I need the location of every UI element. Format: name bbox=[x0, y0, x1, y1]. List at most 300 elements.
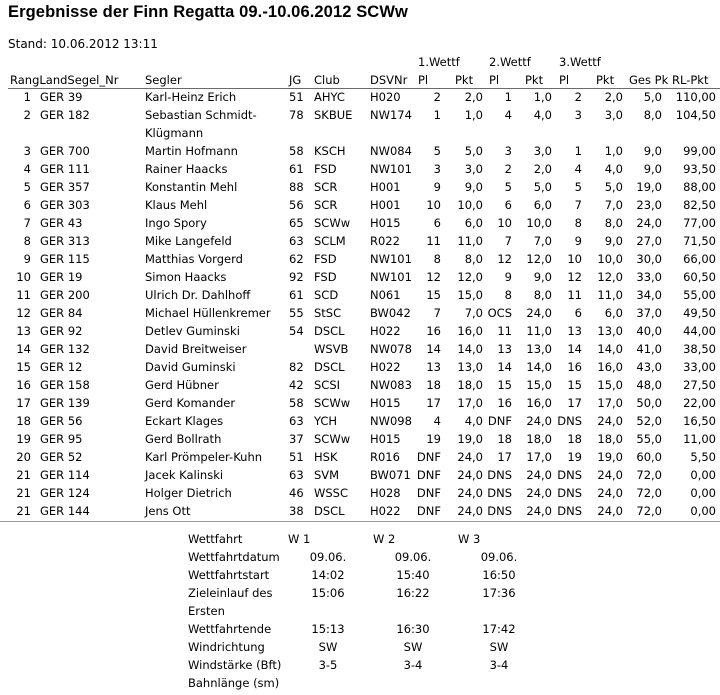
race3-pl-cell: 1 bbox=[574, 144, 582, 158]
race3-pl-cell: DNS bbox=[557, 486, 582, 500]
race2-pl-cell: 1 bbox=[504, 90, 512, 104]
club-cell: FSD bbox=[314, 252, 337, 266]
jg-cell: 78 bbox=[289, 108, 304, 122]
segler-cell: Gerd Bollrath bbox=[145, 432, 222, 446]
race3-pl-cell: 10 bbox=[567, 252, 582, 266]
race1-pl-cell: 10 bbox=[426, 198, 441, 212]
ges-pk-cell: 34,0 bbox=[636, 288, 662, 302]
race2-pl-cell: 9 bbox=[504, 270, 512, 284]
race1-pkt-cell: 5,0 bbox=[464, 144, 483, 158]
race3-pl-cell: 19 bbox=[567, 450, 582, 464]
segel-nr-cell: GER 92 bbox=[40, 324, 83, 338]
ges-pk-cell: 43,0 bbox=[636, 360, 662, 374]
dsvnr-cell: N061 bbox=[370, 288, 401, 302]
segel-nr-cell: GER 115 bbox=[40, 252, 90, 266]
race1-pkt-cell: 2,0 bbox=[464, 90, 483, 104]
dsvnr-cell: NW083 bbox=[370, 378, 412, 392]
wettfahrt-value: 15:13 bbox=[311, 622, 345, 636]
segler-cell: Mike Langefeld bbox=[145, 234, 232, 248]
segler-cell: David Breitweiser bbox=[145, 342, 247, 356]
rang-cell: 21 bbox=[16, 486, 31, 500]
race3-pl-cell: 8 bbox=[574, 216, 582, 230]
segel-nr-cell: GER 12 bbox=[40, 360, 83, 374]
race3-pkt-cell: 6,0 bbox=[604, 306, 623, 320]
segler-cell: Ulrich Dr. Dahlhoff bbox=[145, 288, 251, 302]
race2-pkt-cell: 5,0 bbox=[533, 180, 552, 194]
column-header-pl-3: Pl bbox=[559, 73, 570, 87]
ges-pk-cell: 41,0 bbox=[636, 342, 662, 356]
rl-pkt-cell: 60,50 bbox=[683, 270, 716, 284]
race2-pl-cell: 6 bbox=[504, 198, 512, 212]
race2-pl-cell: 15 bbox=[497, 378, 512, 392]
race2-pkt-cell: 15,0 bbox=[526, 378, 552, 392]
segel-nr-cell: GER 56 bbox=[40, 414, 83, 428]
column-header-rl-pkt: RL-Pkt bbox=[672, 73, 709, 87]
race2-pl-cell: 3 bbox=[504, 144, 512, 158]
race1-pkt-cell: 19,0 bbox=[457, 432, 483, 446]
rl-pkt-cell: 44,00 bbox=[683, 324, 716, 338]
rl-pkt-cell: 66,00 bbox=[683, 252, 716, 266]
rang-cell: 2 bbox=[23, 108, 31, 122]
jg-cell: 56 bbox=[289, 198, 304, 212]
race3-pkt-cell: 5,0 bbox=[604, 180, 623, 194]
race2-pl-cell: DNS bbox=[487, 468, 512, 482]
dsvnr-cell: NW101 bbox=[370, 270, 412, 284]
column-header-pkt-3: Pkt bbox=[596, 73, 615, 87]
column-header-club: Club bbox=[314, 73, 340, 87]
race3-pl-cell: DNS bbox=[557, 414, 582, 428]
race3-pkt-cell: 13,0 bbox=[597, 324, 623, 338]
ges-pk-cell: 19,0 bbox=[636, 180, 662, 194]
ges-pk-cell: 9,0 bbox=[643, 162, 662, 176]
race2-pkt-cell: 24,0 bbox=[526, 414, 552, 428]
segler-cell: Karl Prömpeler-Kuhn bbox=[145, 450, 263, 464]
race2-pkt-cell: 2,0 bbox=[533, 162, 552, 176]
jg-cell: 92 bbox=[289, 270, 304, 284]
race2-pkt-cell: 16,0 bbox=[526, 396, 552, 410]
race3-pl-cell: 18 bbox=[567, 432, 582, 446]
rl-pkt-cell: 110,00 bbox=[675, 90, 716, 104]
wettfahrt-row-label: Wettfahrtstart bbox=[188, 568, 270, 582]
ges-pk-cell: 8,0 bbox=[643, 108, 662, 122]
race2-pl-cell: 11 bbox=[497, 324, 512, 338]
dsvnr-cell: H022 bbox=[370, 504, 401, 518]
race1-pkt-cell: 9,0 bbox=[464, 180, 483, 194]
race2-pl-cell: 5 bbox=[504, 180, 512, 194]
race2-pkt-cell: 24,0 bbox=[526, 486, 552, 500]
race3-pkt-cell: 24,0 bbox=[597, 414, 623, 428]
dsvnr-cell: R016 bbox=[370, 450, 400, 464]
ges-pk-cell: 60,0 bbox=[636, 450, 662, 464]
race3-pl-cell: 16 bbox=[567, 360, 582, 374]
race2-pkt-cell: 10,0 bbox=[526, 216, 552, 230]
race2-pkt-cell: 1,0 bbox=[533, 90, 552, 104]
race1-pl-cell: 13 bbox=[426, 360, 441, 374]
wettfahrt-value: 17:36 bbox=[482, 586, 516, 600]
rang-cell: 21 bbox=[16, 468, 31, 482]
ges-pk-cell: 72,0 bbox=[636, 468, 662, 482]
race3-pkt-cell: 1,0 bbox=[604, 144, 623, 158]
race-header-3: 3.Wettf bbox=[559, 55, 601, 69]
race3-pkt-cell: 12,0 bbox=[597, 270, 623, 284]
rang-cell: 18 bbox=[16, 414, 31, 428]
rl-pkt-cell: 104,50 bbox=[675, 108, 716, 122]
race3-pl-cell: 17 bbox=[567, 396, 582, 410]
wettfahrt-value: 16:30 bbox=[396, 622, 430, 636]
rang-cell: 3 bbox=[23, 144, 31, 158]
race2-pkt-cell: 13,0 bbox=[526, 342, 552, 356]
rl-pkt-cell: 33,00 bbox=[683, 360, 716, 374]
segler-cell: Jens Ott bbox=[145, 504, 191, 518]
rl-pkt-cell: 16,50 bbox=[683, 414, 716, 428]
wettfahrt-value: 09.06. bbox=[394, 550, 432, 564]
ges-pk-cell: 5,0 bbox=[643, 90, 662, 104]
race3-pkt-cell: 17,0 bbox=[597, 396, 623, 410]
wettfahrt-race-2: W 2 bbox=[373, 532, 396, 546]
wettfahrt-value: 15:06 bbox=[311, 586, 345, 600]
wettfahrt-value: 17:42 bbox=[482, 622, 516, 636]
race2-pl-cell: 16 bbox=[497, 396, 512, 410]
dsvnr-cell: NW101 bbox=[370, 162, 412, 176]
race3-pkt-cell: 24,0 bbox=[597, 486, 623, 500]
club-cell: SCWw bbox=[314, 216, 351, 230]
wettfahrt-value: 14:02 bbox=[311, 568, 345, 582]
race-header-2: 2.Wettf bbox=[489, 55, 531, 69]
segel-nr-cell: GER 39 bbox=[40, 90, 83, 104]
race2-pkt-cell: 18,0 bbox=[526, 432, 552, 446]
club-cell: SCR bbox=[314, 180, 338, 194]
jg-cell: 63 bbox=[289, 468, 304, 482]
dsvnr-cell: BW071 bbox=[370, 468, 411, 482]
wettfahrt-value: SW bbox=[403, 640, 423, 654]
jg-cell: 46 bbox=[289, 486, 304, 500]
dsvnr-cell: H015 bbox=[370, 216, 401, 230]
dsvnr-cell: NW101 bbox=[370, 252, 412, 266]
rang-cell: 9 bbox=[23, 252, 31, 266]
club-cell: DSCL bbox=[314, 324, 345, 338]
race1-pl-cell: 17 bbox=[426, 396, 441, 410]
club-cell: SVM bbox=[314, 468, 340, 482]
race-header-1: 1.Wettf bbox=[418, 55, 460, 69]
segel-nr-cell: GER 19 bbox=[40, 270, 83, 284]
race2-pl-cell: 2 bbox=[504, 162, 512, 176]
segler-cell: Ingo Spory bbox=[145, 216, 207, 230]
club-cell: FSD bbox=[314, 162, 337, 176]
segler-cell: Simon Haacks bbox=[145, 270, 227, 284]
race3-pl-cell: 15 bbox=[567, 378, 582, 392]
race3-pkt-cell: 18,0 bbox=[597, 432, 623, 446]
wettfahrt-value: 15:40 bbox=[396, 568, 430, 582]
race1-pkt-cell: 7,0 bbox=[464, 306, 483, 320]
race3-pl-cell: 14 bbox=[567, 342, 582, 356]
race2-pkt-cell: 14,0 bbox=[526, 360, 552, 374]
rl-pkt-cell: 82,50 bbox=[683, 198, 716, 212]
club-cell: SCD bbox=[314, 288, 339, 302]
club-cell: SCSI bbox=[314, 378, 341, 392]
column-header-pkt-1: Pkt bbox=[455, 73, 474, 87]
ges-pk-cell: 72,0 bbox=[636, 486, 662, 500]
rang-cell: 11 bbox=[16, 288, 31, 302]
race1-pl-cell: DNF bbox=[416, 486, 441, 500]
rl-pkt-cell: 71,50 bbox=[683, 234, 716, 248]
race3-pl-cell: 12 bbox=[567, 270, 582, 284]
race2-pkt-cell: 8,0 bbox=[533, 288, 552, 302]
club-cell: SCLM bbox=[314, 234, 346, 248]
dsvnr-cell: H028 bbox=[370, 486, 401, 500]
ges-pk-cell: 48,0 bbox=[636, 378, 662, 392]
race1-pl-cell: 18 bbox=[426, 378, 441, 392]
race1-pkt-cell: 24,0 bbox=[457, 468, 483, 482]
rang-cell: 16 bbox=[16, 378, 31, 392]
race2-pkt-cell: 12,0 bbox=[526, 252, 552, 266]
rang-cell: 19 bbox=[16, 432, 31, 446]
rl-pkt-cell: 0,00 bbox=[690, 468, 716, 482]
segler-cell: Sebastian Schmidt- bbox=[145, 108, 257, 122]
race2-pkt-cell: 7,0 bbox=[533, 234, 552, 248]
segel-nr-cell: GER 52 bbox=[40, 450, 83, 464]
rl-pkt-cell: 11,00 bbox=[683, 432, 716, 446]
rl-pkt-cell: 77,00 bbox=[683, 216, 716, 230]
ges-pk-cell: 23,0 bbox=[636, 198, 662, 212]
race2-pl-cell: 4 bbox=[504, 108, 512, 122]
wettfahrt-value: 09.06. bbox=[309, 550, 347, 564]
rang-cell: 17 bbox=[16, 396, 31, 410]
race1-pkt-cell: 6,0 bbox=[464, 216, 483, 230]
page-title: Ergebnisse der Finn Regatta 09.-10.06.2012 SCWw bbox=[8, 3, 408, 21]
race3-pkt-cell: 16,0 bbox=[597, 360, 623, 374]
segler-cell: David Guminski bbox=[145, 360, 236, 374]
rang-cell: 20 bbox=[16, 450, 31, 464]
race2-pkt-cell: 6,0 bbox=[533, 198, 552, 212]
dsvnr-cell: H015 bbox=[370, 396, 401, 410]
wettfahrt-value: 3-5 bbox=[318, 658, 338, 672]
rang-cell: 6 bbox=[23, 198, 31, 212]
wettfahrt-race-3: W 3 bbox=[458, 532, 481, 546]
race1-pl-cell: 8 bbox=[433, 252, 441, 266]
race3-pl-cell: 3 bbox=[574, 108, 582, 122]
ges-pk-cell: 40,0 bbox=[636, 324, 662, 338]
jg-cell: 38 bbox=[289, 504, 304, 518]
race1-pkt-cell: 18,0 bbox=[457, 378, 483, 392]
race2-pl-cell: 8 bbox=[504, 288, 512, 302]
race3-pl-cell: 2 bbox=[574, 90, 582, 104]
race3-pkt-cell: 9,0 bbox=[604, 234, 623, 248]
race1-pl-cell: 11 bbox=[426, 234, 441, 248]
rang-cell: 14 bbox=[16, 342, 31, 356]
race3-pl-cell: 5 bbox=[574, 180, 582, 194]
jg-cell: 55 bbox=[289, 306, 304, 320]
segel-nr-cell: GER 700 bbox=[40, 144, 90, 158]
jg-cell: 58 bbox=[289, 396, 304, 410]
ges-pk-cell: 24,0 bbox=[636, 216, 662, 230]
race2-pl-cell: 13 bbox=[497, 342, 512, 356]
column-header-jg: JG bbox=[289, 73, 302, 87]
wettfahrt-row-label-continued: Ersten bbox=[188, 604, 225, 618]
jg-cell: 82 bbox=[289, 360, 304, 374]
race1-pkt-cell: 10,0 bbox=[457, 198, 483, 212]
race3-pkt-cell: 14,0 bbox=[597, 342, 623, 356]
wettfahrt-row-label: Bahnlänge (sm) bbox=[188, 676, 280, 690]
race1-pl-cell: DNF bbox=[416, 450, 441, 464]
race2-pl-cell: 14 bbox=[497, 360, 512, 374]
dsvnr-cell: H022 bbox=[370, 360, 401, 374]
dsvnr-cell: H020 bbox=[370, 90, 401, 104]
ges-pk-cell: 33,0 bbox=[636, 270, 662, 284]
ges-pk-cell: 52,0 bbox=[636, 414, 662, 428]
ges-pk-cell: 9,0 bbox=[643, 144, 662, 158]
ges-pk-cell: 55,0 bbox=[636, 432, 662, 446]
race1-pl-cell: 5 bbox=[433, 144, 441, 158]
dsvnr-cell: BW042 bbox=[370, 306, 411, 320]
club-cell: WSSC bbox=[314, 486, 349, 500]
segel-nr-cell: GER 139 bbox=[40, 396, 90, 410]
race2-pl-cell: 7 bbox=[504, 234, 512, 248]
segler-cell: Gerd Hübner bbox=[145, 378, 219, 392]
segler-cell: Gerd Komander bbox=[145, 396, 236, 410]
column-header-ges-pk: Ges Pk bbox=[629, 73, 669, 87]
segler-cell: Klaus Mehl bbox=[145, 198, 208, 212]
segel-nr-cell: GER 200 bbox=[40, 288, 90, 302]
race2-pl-cell: 12 bbox=[497, 252, 512, 266]
club-cell: DSCL bbox=[314, 504, 345, 518]
jg-cell: 63 bbox=[289, 234, 304, 248]
segel-nr-cell: GER 158 bbox=[40, 378, 90, 392]
club-cell: YCH bbox=[314, 414, 338, 428]
rl-pkt-cell: 49,50 bbox=[683, 306, 716, 320]
race3-pkt-cell: 3,0 bbox=[604, 108, 623, 122]
wettfahrt-value: SW bbox=[318, 640, 338, 654]
rl-pkt-cell: 55,00 bbox=[683, 288, 716, 302]
race3-pl-cell: DNS bbox=[557, 504, 582, 518]
segler-cell: Michael Hüllenkremer bbox=[145, 306, 271, 320]
jg-cell: 63 bbox=[289, 414, 304, 428]
race2-pl-cell: OCS bbox=[487, 306, 512, 320]
rl-pkt-cell: 93,50 bbox=[683, 162, 716, 176]
race2-pl-cell: DNS bbox=[487, 486, 512, 500]
wettfahrt-header-label: Wettfahrt bbox=[188, 532, 243, 546]
race1-pl-cell: 6 bbox=[433, 216, 441, 230]
rl-pkt-cell: 0,00 bbox=[690, 504, 716, 518]
rang-cell: 15 bbox=[16, 360, 31, 374]
race3-pl-cell: 11 bbox=[567, 288, 582, 302]
race2-pl-cell: 17 bbox=[497, 450, 512, 464]
race3-pkt-cell: 24,0 bbox=[597, 504, 623, 518]
segel-nr-cell: GER 95 bbox=[40, 432, 83, 446]
club-cell: StSC bbox=[314, 306, 342, 320]
race2-pkt-cell: 24,0 bbox=[526, 306, 552, 320]
club-cell: AHYC bbox=[314, 90, 345, 104]
rang-cell: 8 bbox=[23, 234, 31, 248]
jg-cell: 65 bbox=[289, 216, 304, 230]
club-cell: KSCH bbox=[314, 144, 346, 158]
dsvnr-cell: NW098 bbox=[370, 414, 412, 428]
dsvnr-cell: H015 bbox=[370, 432, 401, 446]
segel-nr-cell: GER 182 bbox=[40, 108, 90, 122]
race1-pkt-cell: 14,0 bbox=[457, 342, 483, 356]
rang-cell: 1 bbox=[23, 90, 31, 104]
race1-pl-cell: 3 bbox=[433, 162, 441, 176]
rl-pkt-cell: 5,50 bbox=[690, 450, 716, 464]
ges-pk-cell: 27,0 bbox=[636, 234, 662, 248]
race3-pkt-cell: 15,0 bbox=[597, 378, 623, 392]
jg-cell: 61 bbox=[289, 288, 304, 302]
segel-nr-cell: GER 111 bbox=[40, 162, 90, 176]
race3-pkt-cell: 7,0 bbox=[604, 198, 623, 212]
segler-cell: Eckart Klages bbox=[145, 414, 224, 428]
jg-cell: 37 bbox=[289, 432, 304, 446]
rl-pkt-cell: 22,00 bbox=[683, 396, 716, 410]
wettfahrt-value: 3-4 bbox=[489, 658, 509, 672]
race2-pkt-cell: 17,0 bbox=[526, 450, 552, 464]
ges-pk-cell: 37,0 bbox=[636, 306, 662, 320]
race3-pkt-cell: 19,0 bbox=[597, 450, 623, 464]
jg-cell: 61 bbox=[289, 162, 304, 176]
wettfahrt-value: 16:50 bbox=[482, 568, 516, 582]
dsvnr-cell: R022 bbox=[370, 234, 400, 248]
race1-pl-cell: 9 bbox=[433, 180, 441, 194]
race3-pkt-cell: 24,0 bbox=[597, 468, 623, 482]
rang-cell: 10 bbox=[16, 270, 31, 284]
segler-cell: Detlev Guminski bbox=[145, 324, 240, 338]
race1-pkt-cell: 13,0 bbox=[457, 360, 483, 374]
segler-cell: Holger Dietrich bbox=[145, 486, 232, 500]
club-cell: SKBUE bbox=[314, 108, 353, 122]
rang-cell: 4 bbox=[23, 162, 31, 176]
dsvnr-cell: NW084 bbox=[370, 144, 412, 158]
ges-pk-cell: 50,0 bbox=[636, 396, 662, 410]
club-cell: SCWw bbox=[314, 432, 351, 446]
segler-cell: Jacek Kalinski bbox=[145, 468, 224, 482]
dsvnr-cell: H001 bbox=[370, 180, 401, 194]
race1-pl-cell: 16 bbox=[426, 324, 441, 338]
ges-pk-cell: 72,0 bbox=[636, 504, 662, 518]
race3-pkt-cell: 8,0 bbox=[604, 216, 623, 230]
rl-pkt-cell: 38,50 bbox=[683, 342, 716, 356]
wettfahrt-race-1: W 1 bbox=[288, 532, 311, 546]
club-cell: SCWw bbox=[314, 396, 351, 410]
race3-pkt-cell: 4,0 bbox=[604, 162, 623, 176]
wettfahrt-row-label: Wettfahrtdatum bbox=[188, 550, 280, 564]
club-cell: WSVB bbox=[314, 342, 349, 356]
race1-pkt-cell: 17,0 bbox=[457, 396, 483, 410]
wettfahrt-value: 16:22 bbox=[396, 586, 430, 600]
race3-pkt-cell: 2,0 bbox=[604, 90, 623, 104]
race3-pl-cell: DNS bbox=[557, 468, 582, 482]
jg-cell: 42 bbox=[289, 378, 304, 392]
race2-pl-cell: DNF bbox=[487, 414, 512, 428]
rang-cell: 21 bbox=[16, 504, 31, 518]
race2-pkt-cell: 24,0 bbox=[526, 504, 552, 518]
segel-nr-cell: GER 313 bbox=[40, 234, 90, 248]
segel-nr-cell: GER 132 bbox=[40, 342, 90, 356]
jg-cell: 62 bbox=[289, 252, 304, 266]
jg-cell: 88 bbox=[289, 180, 304, 194]
club-cell: DSCL bbox=[314, 360, 345, 374]
jg-cell: 54 bbox=[289, 324, 304, 338]
segel-nr-cell: GER 43 bbox=[40, 216, 83, 230]
race3-pkt-cell: 10,0 bbox=[597, 252, 623, 266]
ges-pk-cell: 30,0 bbox=[636, 252, 662, 266]
race3-pl-cell: 7 bbox=[574, 198, 582, 212]
race2-pkt-cell: 24,0 bbox=[526, 468, 552, 482]
race2-pkt-cell: 3,0 bbox=[533, 144, 552, 158]
segler-cell: Rainer Haacks bbox=[145, 162, 228, 176]
column-header-pkt-2: Pkt bbox=[525, 73, 544, 87]
race1-pkt-cell: 8,0 bbox=[464, 252, 483, 266]
rang-cell: 5 bbox=[23, 180, 31, 194]
race1-pl-cell: 7 bbox=[433, 306, 441, 320]
rang-cell: 12 bbox=[16, 306, 31, 320]
